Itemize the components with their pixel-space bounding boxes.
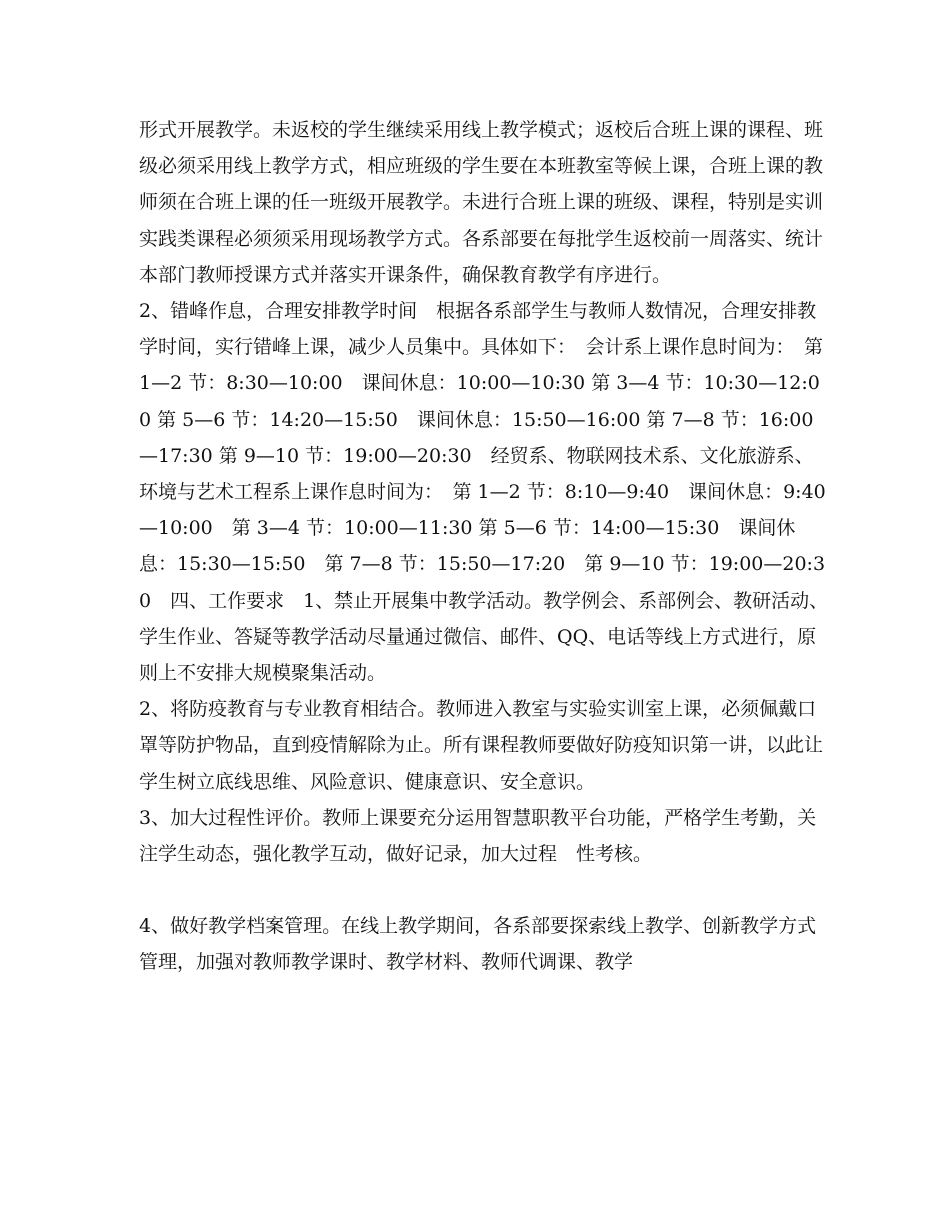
document-body (139, 112, 829, 981)
paragraph-teaching-mode: 形式开展教学。未返校的学生继续采用线上教学模式；返校后合班上课的课程、班级必须采用线上教学方式，相应班级的学生要在本班教室等候上课，合班上课的教师须在合班上课的任一班级开展教学。未进行合班上课的班级、课程，特别是实训实践类课程必须须采用现场教学方式。各系部要在每批学生返校前一周落实、统计本部门教师授课方式并落实开课条件，确保教育教学有序进行。 (139, 119, 824, 286)
paragraph-archive-management: 4、做好教学档案管理。在线上教学期间，各系部要探索线上教学、创新教学方式管理，加强对教师教学课时、教学材料、教师代调课、教学 (139, 915, 817, 974)
paragraph-staggered-schedule: 2、错峰作息，合理安排教学时间 根据各系部学生与教师人数情况，合理安排教学时间，实行错峰上课，减少人员集中。具体如下： 会计系上课作息时间为： 第 1—2 节：8:30—10:00 课间休息：10:00—10:30 第 3—4 节：10:30—12:00 第 5—6 节：14:20—15:50 课间休息：15:50—16:00 第 7—8 节：16:00—17:30 第 9—10 节：19:00—20:30 经贸系、物联网技术系、文化旅游系、环境与艺术工程系上课作息时间为： 第 1—2 节：8:10—9:40 课间休息：9:40—10:00 第 3—4 节：10:00—11:30 第 5—6 节：14:00—15:30 课间休息：15:30—15:50 第 7—8 节：15:50—17:20 第 9—10 节：19:00—20:30 四、工作要求 1、禁止开展集中教学活动。教学例会、系部例会、教研活动、学生作业、答疑等教学活动尽量通过微信、邮件、QQ、电话等线上方式进行，原则上不安排大规模聚集活动。 (139, 300, 829, 685)
paragraph-epidemic-education: 2、将防疫教育与专业教育相结合。教师进入教室与实验实训室上课，必须佩戴口罩等防护物品，直到疫情解除为止。所有课程教师要做好防疫知识第一讲，以此让学生树立底线思维、风险意识、健康意识、安全意识。 (139, 698, 824, 793)
paragraph-process-evaluation: 3、加大过程性评价。教师上课要充分运用智慧职教平台功能，严格学生考勤，关注学生动态，强化教学互动，做好记录，加大过程 性考核。 (139, 806, 817, 866)
